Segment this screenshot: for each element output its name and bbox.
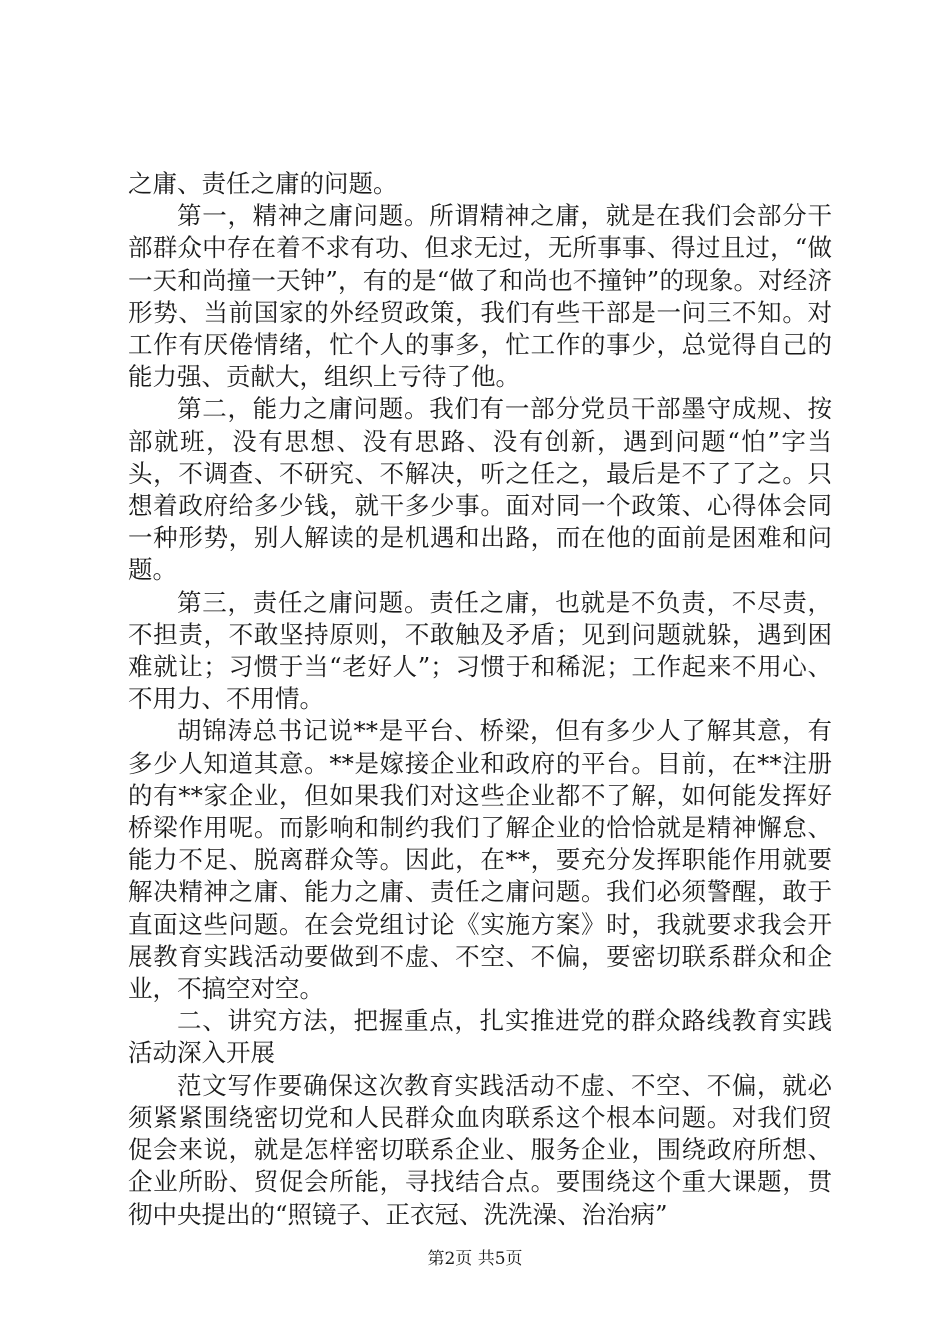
paragraph-1: 之庸、责任之庸的问题。 [128,169,398,198]
body-text [128,168,832,1231]
paragraph-4: 第三，责任之庸问题。责任之庸，也就是不负责，不尽责，不担责，不敢坚持原则，不敢触及矛盾；见到问题就躲，遇到困难就让；习惯于当“老好人”；习惯于和稀泥；工作起来不用心、不用力、不用情。 [128,587,832,714]
paragraph-6: 范文写作要确保这次教育实践活动不虚、不空、不偏，就必须紧紧围绕密切党和人民群众血肉联系这个根本问题。对我们贸促会来说，就是怎样密切联系企业、服务企业，围绕政府所想、企业所盼、贸促会所能，寻找结合点。要围绕这个重大课题，贯彻中央提出的“照镜子、正衣冠、洗洗澡、治治病” [128,1070,832,1229]
paragraph-5: 胡锦涛总书记说**是平台、桥梁，但有多少人了解其意，有多少人知道其意。**是嫁接企业和政府的平台。目前，在**注册的有**家企业，但如果我们对这些企业都不了解，如何能发挥好桥梁作用呢。而影响和制约我们了解企业的恰恰就是精神懈怠、能力不足、脱离群众等。因此，在**，要充分发挥职能作用就要解决精神之庸、能力之庸、责任之庸问题。我们必须警醒，敢于直面这些问题。在会党组讨论《实施方案》时，我就要求我会开展教育实践活动要做到不虚、不空、不偏，要密切联系群众和企业，不搞空对空。 [128,716,832,1004]
page-footer: 第2页 共5页 [427,1249,523,1269]
paragraph-2: 第一，精神之庸问题。所谓精神之庸，就是在我们会部分干部群众中存在着不求有功、但求无过，无所事事、得过且过，“做一天和尚撞一天钟”，有的是“做了和尚也不撞钟”的现象。对经济形势、当前国家的外经贸政策，我们有些干部是一问三不知。对工作有厌倦情绪，忙个人的事多，忙工作的事少，总觉得自己的能力强、贡献大，组织上亏待了他。 [128,201,832,392]
paragraph-3: 第二，能力之庸问题。我们有一部分党员干部墨守成规、按部就班，没有思想、没有思路、没有创新，遇到问题“怕”字当头，不调查、不研究、不解决，听之任之，最后是不了了之。只想着政府给多少钱，就干多少事。面对同一个政策、心得体会同一种形势，别人解读的是机遇和出路，而在他的面前是困难和问题。 [128,394,832,585]
section-heading-2: 二、讲究方法，把握重点，扎实推进党的群众路线教育实践活动深入开展 [128,1006,832,1068]
